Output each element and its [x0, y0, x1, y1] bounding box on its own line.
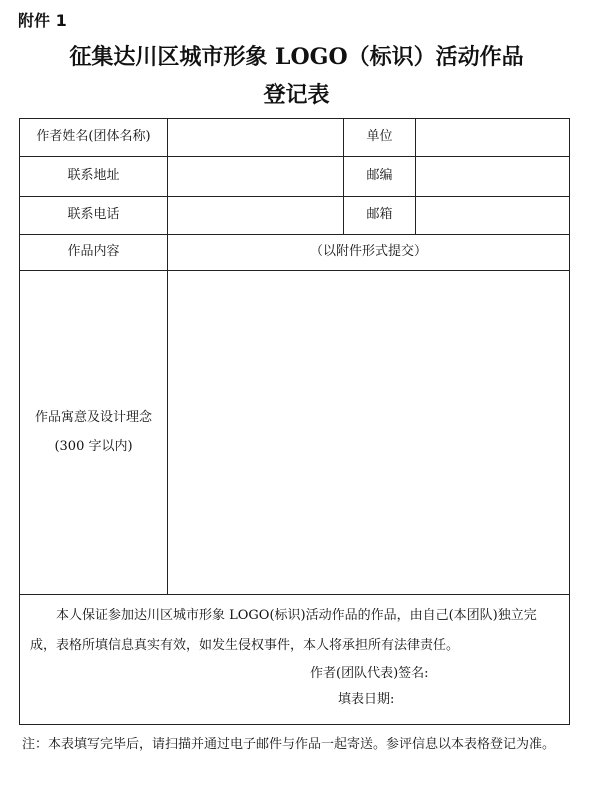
phone-label: 联系电话 [20, 197, 168, 235]
concept-field[interactable] [168, 271, 570, 595]
declaration-cell [20, 595, 570, 725]
registration-form-table [19, 118, 570, 725]
content-value: （以附件形式提交） [168, 235, 570, 271]
page-subtitle: 登记表 [263, 82, 330, 108]
attachment-label: 附件 1 [18, 11, 67, 30]
postcode-field[interactable] [416, 157, 570, 197]
author-name-field[interactable] [168, 119, 344, 157]
postcode-label: 邮编 [344, 157, 416, 197]
concept-label: 作品寓意及设计理念 [34, 409, 152, 425]
author-name-label: 作者姓名(团体名称) [20, 119, 168, 157]
date-label: 填表日期: [338, 692, 395, 707]
email-label: 邮箱 [344, 197, 416, 235]
address-label: 联系地址 [20, 157, 168, 197]
unit-field[interactable] [416, 119, 570, 157]
concept-limit: (300 字以内) [54, 438, 133, 454]
content-label: 作品内容 [20, 235, 168, 271]
footnote: 注：本表填写完毕后，请扫描并通过电子邮件与作品一起寄送。参评信息以本表格登记为准。 [22, 737, 556, 752]
declaration-text: 本人保证参加达川区城市形象 LOGO(标识)活动作品的作品，由自己(本团队)独立完成，表格所填信息真实有效，如发生侵权事件，本人将承担所有法律责任。 [30, 608, 537, 653]
page-title: 征集达川区城市形象 LOGO（标识）活动作品 [69, 44, 524, 70]
signature-label: 作者(团队代表)签名: [310, 666, 429, 681]
phone-field[interactable] [168, 197, 344, 235]
email-field[interactable] [416, 197, 570, 235]
address-field[interactable] [168, 157, 344, 197]
concept-label-cell [20, 271, 168, 595]
unit-label: 单位 [344, 119, 416, 157]
